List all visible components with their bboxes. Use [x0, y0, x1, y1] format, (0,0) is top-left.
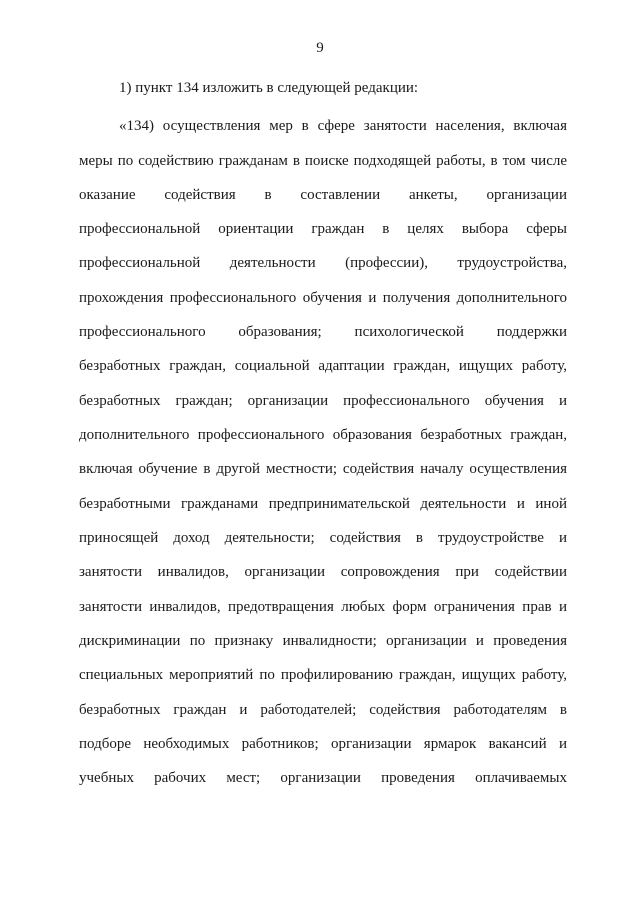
body-line-7: профессионального образования; психологической поддержки	[79, 324, 567, 340]
body-line-6: прохождения профессионального обучения и получения дополнительного	[79, 290, 567, 306]
body-line-10: дополнительного профессионального образования безработных граждан,	[79, 427, 567, 443]
body-line-2: меры по содействию гражданам в поиске подходящей работы, в том числе	[79, 153, 567, 169]
body-line-13: приносящей доход деятельности; содействия в трудоустройстве и	[79, 530, 567, 546]
body-line-5: профессиональной деятельности (профессии), трудоустройства,	[79, 255, 567, 271]
body-line-4: профессиональной ориентации граждан в целях выбора сферы	[79, 221, 567, 237]
body-line-8: безработных граждан, социальной адаптации граждан, ищущих работу,	[79, 358, 567, 374]
body-line-19: подборе необходимых работников; организации ярмарок вакансий и	[79, 736, 567, 752]
body-line-17: специальных мероприятий по профилированию граждан, ищущих работу,	[79, 667, 567, 683]
body-line-15: занятости инвалидов, предотвращения любых форм ограничения прав и	[79, 599, 567, 615]
body-line-20: учебных рабочих мест; организации проведения оплачиваемых	[79, 770, 567, 786]
body-line-16: дискриминации по признаку инвалидности; организации и проведения	[79, 633, 567, 649]
body-line-1: «134) осуществления мер в сфере занятости населения, включая	[119, 118, 567, 134]
body-line-9: безработных граждан; организации профессионального обучения и	[79, 393, 567, 409]
body-line-14: занятости инвалидов, организации сопровождения при содействии	[79, 564, 567, 580]
body-line-12: безработными гражданами предпринимательской деятельности и иной	[79, 496, 567, 512]
body-line-3: оказание содействия в составлении анкеты, организации	[79, 187, 567, 203]
intro-line: 1) пункт 134 изложить в следующей редакции:	[119, 80, 419, 96]
body-line-11: включая обучение в другой местности; содействия началу осуществления	[79, 461, 567, 477]
page-number: 9	[316, 40, 324, 56]
body-line-18: безработных граждан и работодателей; содействия работодателям в	[79, 702, 567, 718]
